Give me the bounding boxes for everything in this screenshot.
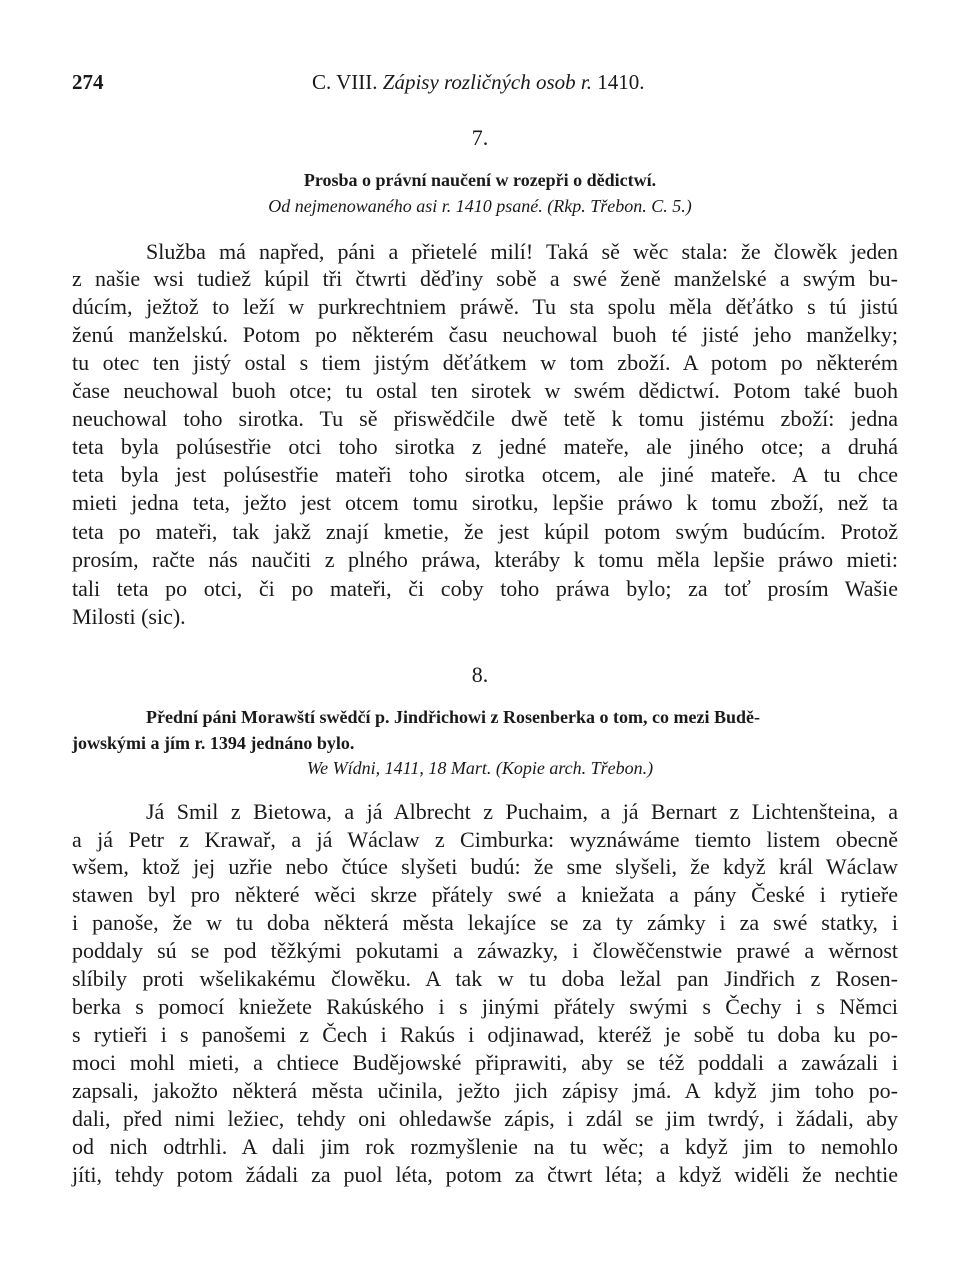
section-title: Zápisy rozličných osob r. — [382, 70, 593, 94]
running-title — [312, 70, 645, 95]
document-8-line: s rytieři i s panošemi z Čech i Rakús i odjinawad, kteréž je sobě tu doba ku po- — [72, 1022, 898, 1047]
document-8-line: wšem, ktož jej uzřie nebo čtúce slyšeti budú: že sme slyšeli, že když král Wáclaw — [72, 854, 898, 879]
document-7-line: čase neuchowal buoh otce; tu ostal ten sirotek w swém dědictwí. Potom také buoh — [72, 378, 898, 403]
document-7-source-note: Od nejmenowaného asi r. 1410 psané. (Rkp. Třebon. C. 5.) — [268, 196, 692, 216]
document-7-line: teta byla jest polúsestřie mateři toho sirotka otcem, ale jiné mateře. A tu chce — [72, 462, 898, 487]
document-8-line: moci mohl mieti, a chtiece Budějowské připrawiti, aby se též poddali a zawázali i — [72, 1050, 898, 1075]
document-7-line: teta po mateři, tak jakž znají kmetie, že jest kúpil potom swým budúcím. Protož — [72, 519, 898, 544]
document-7-line: tali teta po otci, či po mateři, či coby toho práwa bylo; za toť prosím Wašie — [72, 576, 898, 601]
document-8-line: slíbily proti wšelikakému člowěku. A tak w tu doba ležal pan Jindřich z Rosen- — [72, 966, 898, 991]
document-7-line: z našie wsi tudiež kúpil tři čtwrti děďiny sobě a swé ženě manželské a swým bu- — [72, 266, 898, 291]
document-7-line: tu otec ten jistý ostal s tiem jistým děťátkem w tom zboží. A potom po některém — [72, 350, 898, 375]
document-8-line: zapsali, jakožto některá města učinila, ježto jich zápisy jmá. A když jim toho po- — [72, 1078, 898, 1103]
document-7-line: neuchowal toho sirotka. Tu sě přiswědčile dwě tetě k tomu jistému zboží: jedna — [72, 406, 898, 431]
document-8-line: dali, před nimi ležiec, tehdy oni ohledawše zápis, i zdál se jim twrdý, i žádali, aby — [72, 1106, 898, 1131]
document-8-line: i panoše, že w tu doba některá města lekajíce se za ty zámky i za swé statky, i — [72, 910, 898, 935]
document-8-line: jíti, tehdy potom žádali za puol léta, potom za čtwrt léta; a když widěli že nechtie — [72, 1162, 898, 1187]
document-7-line: ženú manželskú. Potom po některém času neuchowal buoh té jisté jeho manželky; — [72, 322, 898, 347]
running-head — [72, 70, 898, 104]
document-7-title: Prosba o právní naučení w rozepři o dědictwí. — [303, 170, 657, 190]
document-8-line: od nich odtrhli. A dali jim rok rozmyšlenie na tu wěc; a když jim to nemohlo — [72, 1134, 898, 1159]
document-number-7: 7. — [471, 125, 489, 150]
document-7-line: teta byla polúsestřie otci toho sirotka z jedné mateře, ale jiného otce; a druhá — [72, 434, 898, 459]
document-number-8: 8. — [471, 662, 489, 687]
document-7-line: mieti jedna teta, ježto jest otcem tomu sirotku, lepšie práwo k tomu zboží, než ta — [72, 490, 898, 515]
document-7-line: Služba má napřed, páni a přietelé milí! Taká sě wěc stala: že člowěk jeden — [146, 239, 898, 264]
document-7-line: prosím, račte nás naučiti z plného práwa, kteráby k tomu měla lepšie práwo mieti: — [72, 547, 898, 572]
document-8-line: poddaly sú se pod těžkými pokutami a záwazky, i člowěčenstwie prawé a wěrnost — [72, 938, 898, 963]
document-7-line: Milosti (sic). — [72, 604, 186, 629]
running-year: 1410. — [597, 70, 645, 94]
document-8-line: berka s pomocí kniežete Rakúského i s jinými přátely swými s Čechy i s Němci — [72, 994, 898, 1019]
document-7-line: dúcím, ježtož to leží w purkrechtniem práwě. Tu sta spolu měla děťátko s tú jistú — [72, 294, 898, 319]
document-8-title-line-2: jowskými a jím r. 1394 jednáno bylo. — [72, 733, 355, 753]
document-8-title-line-1: Přední páni Morawští swědčí p. Jindřichowi z Rosenberka o tom, co mezi Budě- — [146, 707, 760, 727]
document-8-source-note: We Wídni, 1411, 18 Mart. (Kopie arch. Třebon.) — [306, 758, 654, 778]
document-8-line: stawen byl pro některé wěci skrze přátely swé a kniežata a pány České i rytieře — [72, 882, 898, 907]
document-8-line: Já Smil z Bietowa, a já Albrecht z Puchaim, a já Bernart z Lichtenšteina, a — [146, 799, 898, 824]
document-8-line: a já Petr z Krawař, a já Wáclaw z Cimburka: wyznáwáme tiemto listem obecně — [72, 827, 898, 852]
page-number: 274 — [72, 70, 104, 94]
chapter-label: C. VIII. — [312, 70, 378, 94]
